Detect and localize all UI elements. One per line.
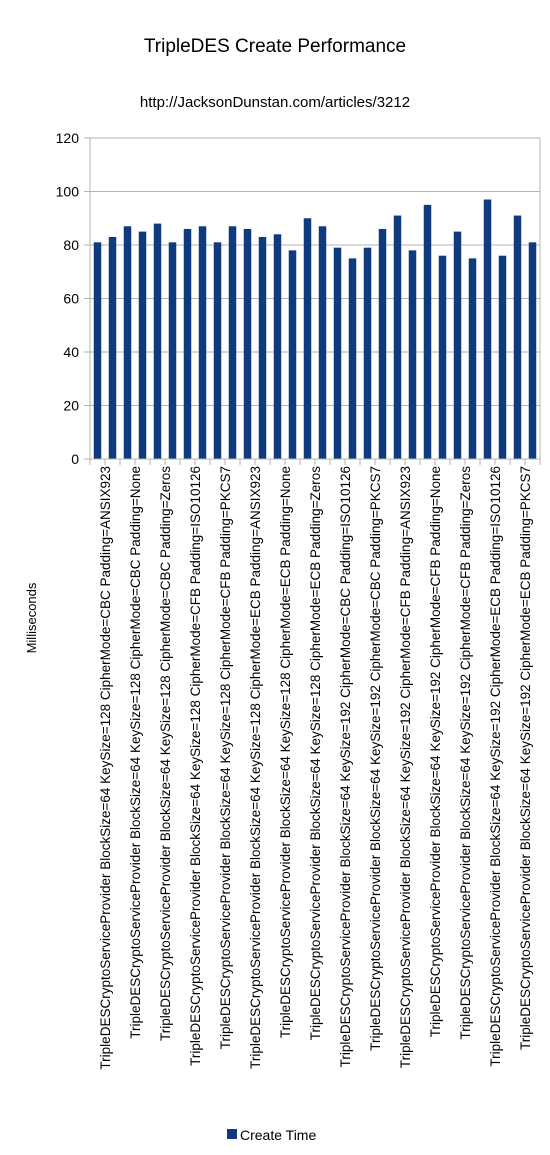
chart-title: TripleDES Create Performance: [143, 36, 407, 57]
bar: [199, 226, 207, 459]
bar: [499, 256, 507, 459]
y-tick-label: 80: [63, 237, 79, 253]
legend-label: Create Time: [240, 1127, 317, 1143]
bar: [154, 224, 162, 459]
bar: [409, 250, 417, 459]
x-category-label: TripleDESCryptoServiceProvider BlockSize=64 KeySize=128 CipherMode=CFB Padding=PKCS7: [218, 466, 233, 1050]
bar: [334, 248, 342, 459]
x-category-label: TripleDESCryptoServiceProvider BlockSize=64 KeySize=192 CipherMode=CFB Padding=ANSIX923: [398, 466, 413, 1069]
bar: [514, 216, 522, 459]
bar: [319, 226, 327, 459]
x-category-labels: [98, 466, 533, 1070]
bar: [169, 242, 177, 459]
y-tick-label: 60: [63, 290, 79, 307]
x-category-label: TripleDESCryptoServiceProvider BlockSize=64 KeySize=192 CipherMode=CFB Padding=None: [428, 466, 443, 1038]
bar: [454, 232, 462, 459]
bar: [139, 232, 147, 459]
bar: [124, 226, 132, 459]
bar: [304, 218, 312, 459]
x-category-label: TripleDESCryptoServiceProvider BlockSize=64 KeySize=128 CipherMode=ECB Padding=None: [278, 466, 293, 1039]
x-category-label: TripleDESCryptoServiceProvider BlockSize=64 KeySize=128 CipherMode=ECB Padding=Zeros: [308, 466, 323, 1041]
x-category-label: TripleDESCryptoServiceProvider BlockSize=64 KeySize=128 CipherMode=CBC Padding=None: [128, 466, 143, 1039]
bar: [274, 234, 282, 459]
bar: [184, 229, 192, 459]
bar: [229, 226, 237, 459]
x-category-label: TripleDESCryptoServiceProvider BlockSize=64 KeySize=128 CipherMode=CBC Padding=ANSIX923: [98, 466, 113, 1070]
bar: [214, 242, 222, 459]
bar: [484, 200, 492, 459]
bar: [244, 229, 252, 459]
x-category-label: TripleDESCryptoServiceProvider BlockSize=64 KeySize=128 CipherMode=CFB Padding=ISO10126: [188, 466, 203, 1066]
y-tick-label: 40: [63, 344, 79, 360]
x-category-label: TripleDESCryptoServiceProvider BlockSize=64 KeySize=192 CipherMode=ECB Padding=PKCS7: [518, 466, 533, 1051]
y-tick-labels: [56, 130, 80, 467]
bar: [259, 237, 267, 459]
bar: [439, 256, 447, 459]
bar: [424, 205, 432, 459]
legend-swatch: [227, 1129, 237, 1139]
chart-subtitle: http://JacksonDunstan.com/articles/3212: [139, 94, 411, 111]
x-category-label: TripleDESCryptoServiceProvider BlockSize=64 KeySize=128 CipherMode=CBC Padding=Zeros: [158, 466, 173, 1042]
y-tick-label: 0: [71, 451, 79, 467]
bar: [379, 229, 387, 459]
x-category-label: TripleDESCryptoServiceProvider BlockSize=64 KeySize=192 CipherMode=CBC Padding=PKCS7: [368, 466, 383, 1051]
bar: [469, 258, 477, 459]
y-tick-label: 120: [55, 130, 79, 146]
x-category-label: TripleDESCryptoServiceProvider BlockSize=64 KeySize=192 CipherMode=CBC Padding=ISO10126: [338, 466, 353, 1068]
bar: [109, 237, 117, 459]
bar: [289, 250, 297, 459]
bar: [349, 258, 357, 459]
bar: [529, 242, 537, 459]
bar: [364, 248, 372, 459]
y-tick-label: 20: [63, 397, 79, 414]
legend: [227, 1127, 316, 1143]
y-tick-label: 100: [55, 183, 79, 200]
bar: [94, 242, 102, 459]
bar: [394, 216, 402, 459]
x-category-label: TripleDESCryptoServiceProvider BlockSize=64 KeySize=128 CipherMode=ECB Padding=ANSIX923: [248, 466, 263, 1069]
x-category-label: TripleDESCryptoServiceProvider BlockSize=64 KeySize=192 CipherMode=ECB Padding=ISO10126: [488, 466, 503, 1067]
bars: [94, 200, 537, 459]
y-axis-title: Milliseconds: [24, 582, 39, 654]
x-category-label: TripleDESCryptoServiceProvider BlockSize=64 KeySize=192 CipherMode=CFB Padding=Zeros: [458, 466, 473, 1040]
